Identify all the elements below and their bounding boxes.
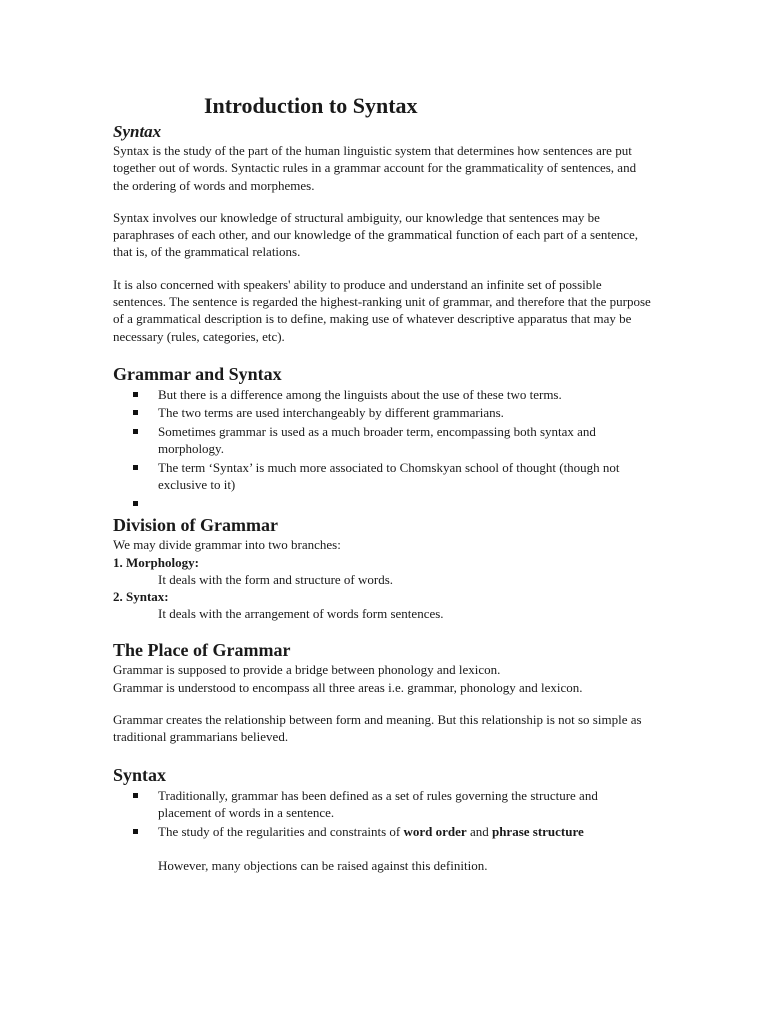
syntax-intro-paragraph-2: Syntax involves our knowledge of structural ambiguity, our knowledge that sentences may be paraphrases of each other, and our knowledge of the grammatical function of each part of a sentence, that is, of the grammatical relations. [113,209,639,260]
phrase-structure-term: phrase structure [491,823,584,839]
list-item: But there is a difference among the linguists about the use of these two terms. [113,386,653,404]
syntax-intro-paragraph-1: Syntax is the study of the part of the human linguistic system that determines how sentences are put together out of words. Syntactic rules in a grammar account for the grammaticality of sentences, and the ordering of words and morphemes. [113,143,637,193]
place-of-grammar-line-2: Grammar is understood to encompass all three areas i.e. grammar, phonology and lexicon. [113,679,583,695]
syntax-description: It deals with the arrangement of words form sentences. [158,606,444,622]
list-item-empty [113,495,653,513]
division-intro: We may divide grammar into two branches: [113,537,341,553]
list-item: Sometimes grammar is used as a much broader term, encompassing both syntax and morphology. [113,423,653,458]
bullet-icon [133,410,138,415]
syntax-label: 2. Syntax: [113,589,169,605]
bullet-icon [133,429,138,434]
bullet-icon [133,793,138,798]
morphology-description: It deals with the form and structure of words. [158,571,394,587]
list-item: Traditionally, grammar has been defined as a set of rules governing the structure and placement of words in a sentence. [113,787,653,822]
list-item: The term ‘Syntax’ is much more associated to Chomskyan school of thought (though not exclusive to it) [113,459,653,494]
morphology-label: 1. Morphology: [113,554,199,570]
bullet-icon [133,465,138,470]
document-page [113,92,653,874]
syntax-section-heading: Syntax [113,764,167,785]
syntax-intro-heading: Syntax [113,122,162,141]
list-item: The study of the regularities and constraints of word order and phrase structure [113,823,653,841]
syntax-section-list [113,787,653,841]
syntax-intro-paragraph-3: It is also concerned with speakers' ability to produce and understand an infinite set of possible sentences. The sentence is regarded the highest-ranking unit of grammar, and therefore that the purpose of a grammatical description is to define, making use of whatever descriptive apparatus that may be necessary (rules, categories, etc). [113,276,651,344]
place-of-grammar-heading: The Place of Grammar [113,640,291,661]
grammar-and-syntax-list [113,386,653,513]
objection-note: However, many objections can be raised against this definition. [158,858,488,874]
grammar-and-syntax-heading: Grammar and Syntax [113,363,282,384]
place-of-grammar-line-1: Grammar is supposed to provide a bridge between phonology and lexicon. [113,662,501,678]
bullet-icon [133,392,138,397]
page-title: Introduction to Syntax [204,93,418,118]
place-of-grammar-paragraph-2: Grammar creates the relationship between form and meaning. But this relationship is not so simple as traditional grammarians believed. [113,711,642,745]
bullet-icon [133,829,138,834]
word-order-term: word order [403,823,467,839]
division-of-grammar-heading: Division of Grammar [113,515,278,536]
bullet-icon [133,501,138,506]
list-item: The two terms are used interchangeably by different grammarians. [113,404,653,422]
